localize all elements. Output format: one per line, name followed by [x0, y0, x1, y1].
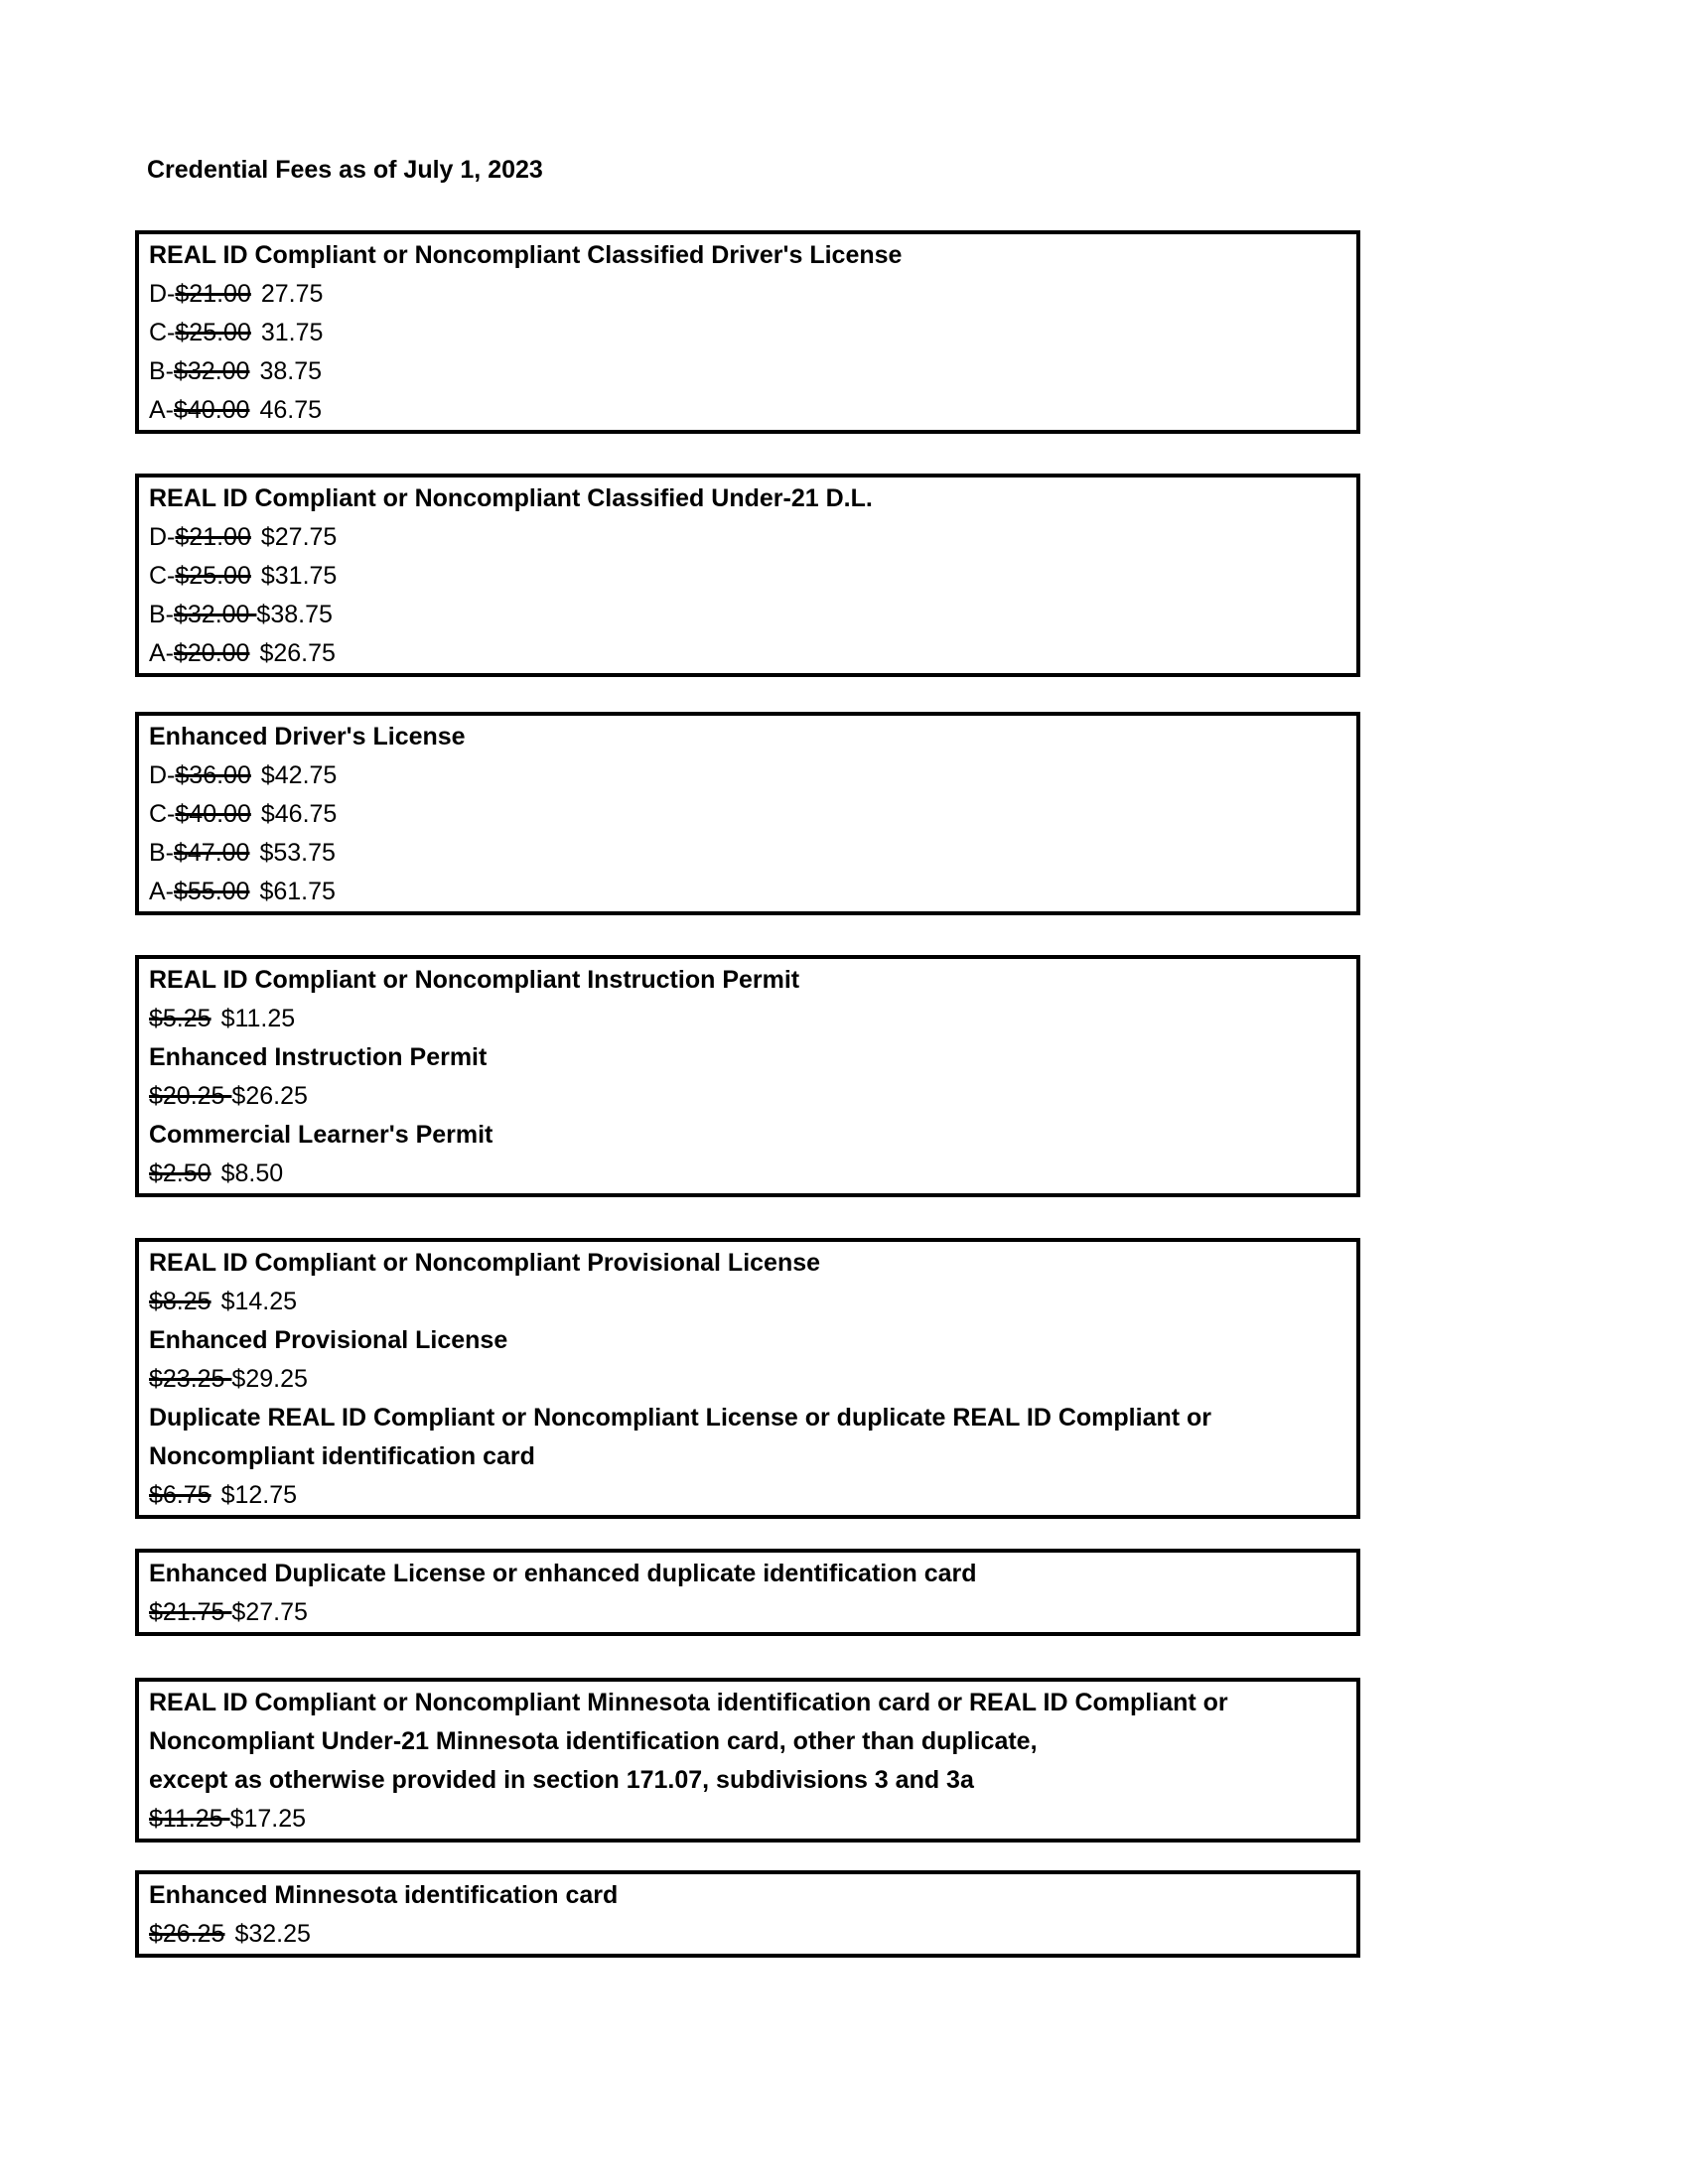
category-header: Enhanced Duplicate License or enhanced duplicate identification card [149, 1560, 977, 1587]
old-fee: $32.00 [174, 357, 250, 385]
category-header: REAL ID Compliant or Noncompliant Provisional License [149, 1249, 821, 1277]
fee-line [149, 1283, 1356, 1321]
page-title: Credential Fees as of July 1, 2023 [147, 156, 543, 184]
class-prefix: B- [149, 357, 174, 385]
fee-line [149, 1476, 1356, 1515]
new-fee: 27.75 [260, 280, 324, 308]
new-fee: $14.25 [220, 1288, 298, 1315]
new-fee: $11.25 [220, 1005, 296, 1032]
section-classified-under21-dl [135, 474, 1360, 677]
new-fee: $29.25 [231, 1365, 308, 1393]
class-prefix: B- [149, 601, 174, 628]
fee-line [149, 1000, 1356, 1038]
new-fee: $61.75 [259, 878, 336, 905]
section-enhanced-mn-id [135, 1870, 1360, 1958]
fee-line [149, 795, 1356, 834]
class-prefix: C- [149, 319, 176, 346]
fee-line [149, 1593, 1356, 1632]
section-mn-identification-card [135, 1678, 1360, 1843]
class-prefix: A- [149, 878, 174, 905]
old-fee: $23.25 [149, 1365, 225, 1393]
category-header: Noncompliant identification card [149, 1442, 535, 1470]
category-header: Enhanced Minnesota identification card [149, 1881, 619, 1909]
section-provisional-and-duplicate [135, 1238, 1360, 1519]
new-fee: $31.75 [260, 562, 338, 590]
fee-line [149, 314, 1356, 352]
old-fee: $25.00 [175, 562, 251, 590]
old-fee: $40.00 [174, 396, 250, 424]
old-fee: $47.00 [174, 839, 250, 867]
new-fee: $12.75 [220, 1481, 298, 1509]
section-enhanced-duplicate [135, 1549, 1360, 1636]
old-fee: $32.00 [174, 601, 250, 628]
category-header: REAL ID Compliant or Noncompliant Classified Under-21 D.L. [149, 484, 873, 512]
category-header: Enhanced Provisional License [149, 1326, 508, 1354]
new-fee: $42.75 [260, 761, 338, 789]
new-fee: $26.75 [259, 639, 336, 667]
new-fee: 38.75 [259, 357, 323, 385]
class-prefix: A- [149, 639, 174, 667]
fee-line [149, 352, 1356, 391]
new-fee: $53.75 [259, 839, 336, 867]
category-header: REAL ID Compliant or Noncompliant Minnesota identification card or REAL ID Compliant or [149, 1689, 1228, 1716]
section-classified-drivers-license [135, 230, 1360, 434]
new-fee: $46.75 [260, 800, 338, 828]
category-header: Enhanced Instruction Permit [149, 1043, 488, 1071]
old-fee: $21.00 [175, 523, 251, 551]
fee-line [149, 596, 1356, 634]
category-header: except as otherwise provided in section 171.07, subdivisions 3 and 3a [149, 1766, 974, 1794]
new-fee: $38.75 [256, 601, 333, 628]
category-header: Duplicate REAL ID Compliant or Noncompliant License or duplicate REAL ID Compliant or [149, 1404, 1212, 1432]
old-fee: $40.00 [175, 800, 251, 828]
old-fee: $2.50 [149, 1160, 211, 1187]
old-fee: $21.00 [175, 280, 251, 308]
new-fee: 31.75 [260, 319, 324, 346]
category-header: Noncompliant Under-21 Minnesota identification card, other than duplicate, [149, 1727, 1038, 1755]
category-header: Commercial Learner's Permit [149, 1121, 493, 1149]
class-prefix: D- [149, 761, 176, 789]
new-fee: 46.75 [259, 396, 323, 424]
old-fee: $55.00 [174, 878, 250, 905]
old-fee: $26.25 [149, 1920, 225, 1948]
fee-line [149, 391, 1356, 430]
old-fee: $8.25 [149, 1288, 211, 1315]
fee-line [149, 834, 1356, 873]
old-fee: $11.25 [149, 1805, 223, 1833]
fee-line [149, 1800, 1356, 1839]
old-fee: $25.00 [175, 319, 251, 346]
old-fee: $20.25 [149, 1082, 225, 1110]
fee-line [149, 1915, 1356, 1954]
old-fee: $36.00 [175, 761, 251, 789]
class-prefix: B- [149, 839, 174, 867]
old-fee: $6.75 [149, 1481, 211, 1509]
fee-line [149, 634, 1356, 673]
fee-line [149, 1155, 1356, 1193]
new-fee: $26.25 [231, 1082, 308, 1110]
fee-line [149, 275, 1356, 314]
fee-line [149, 1077, 1356, 1116]
new-fee: $32.25 [234, 1920, 311, 1948]
class-prefix: C- [149, 562, 176, 590]
section-enhanced-drivers-license [135, 712, 1360, 915]
category-header: REAL ID Compliant or Noncompliant Instruction Permit [149, 966, 800, 994]
class-prefix: A- [149, 396, 174, 424]
class-prefix: D- [149, 280, 176, 308]
fee-line [149, 557, 1356, 596]
fee-line [149, 1360, 1356, 1399]
category-header: REAL ID Compliant or Noncompliant Classified Driver's License [149, 241, 903, 269]
new-fee: $8.50 [220, 1160, 284, 1187]
fee-line [149, 756, 1356, 795]
fee-line [149, 873, 1356, 911]
old-fee: $20.00 [174, 639, 250, 667]
new-fee: $27.75 [260, 523, 338, 551]
section-instruction-permits [135, 955, 1360, 1197]
class-prefix: C- [149, 800, 176, 828]
category-header: Enhanced Driver's License [149, 723, 466, 751]
old-fee: $21.75 [149, 1598, 225, 1626]
class-prefix: D- [149, 523, 176, 551]
new-fee: $27.75 [231, 1598, 308, 1626]
new-fee: $17.25 [229, 1805, 307, 1833]
fee-line [149, 518, 1356, 557]
old-fee: $5.25 [149, 1005, 211, 1032]
